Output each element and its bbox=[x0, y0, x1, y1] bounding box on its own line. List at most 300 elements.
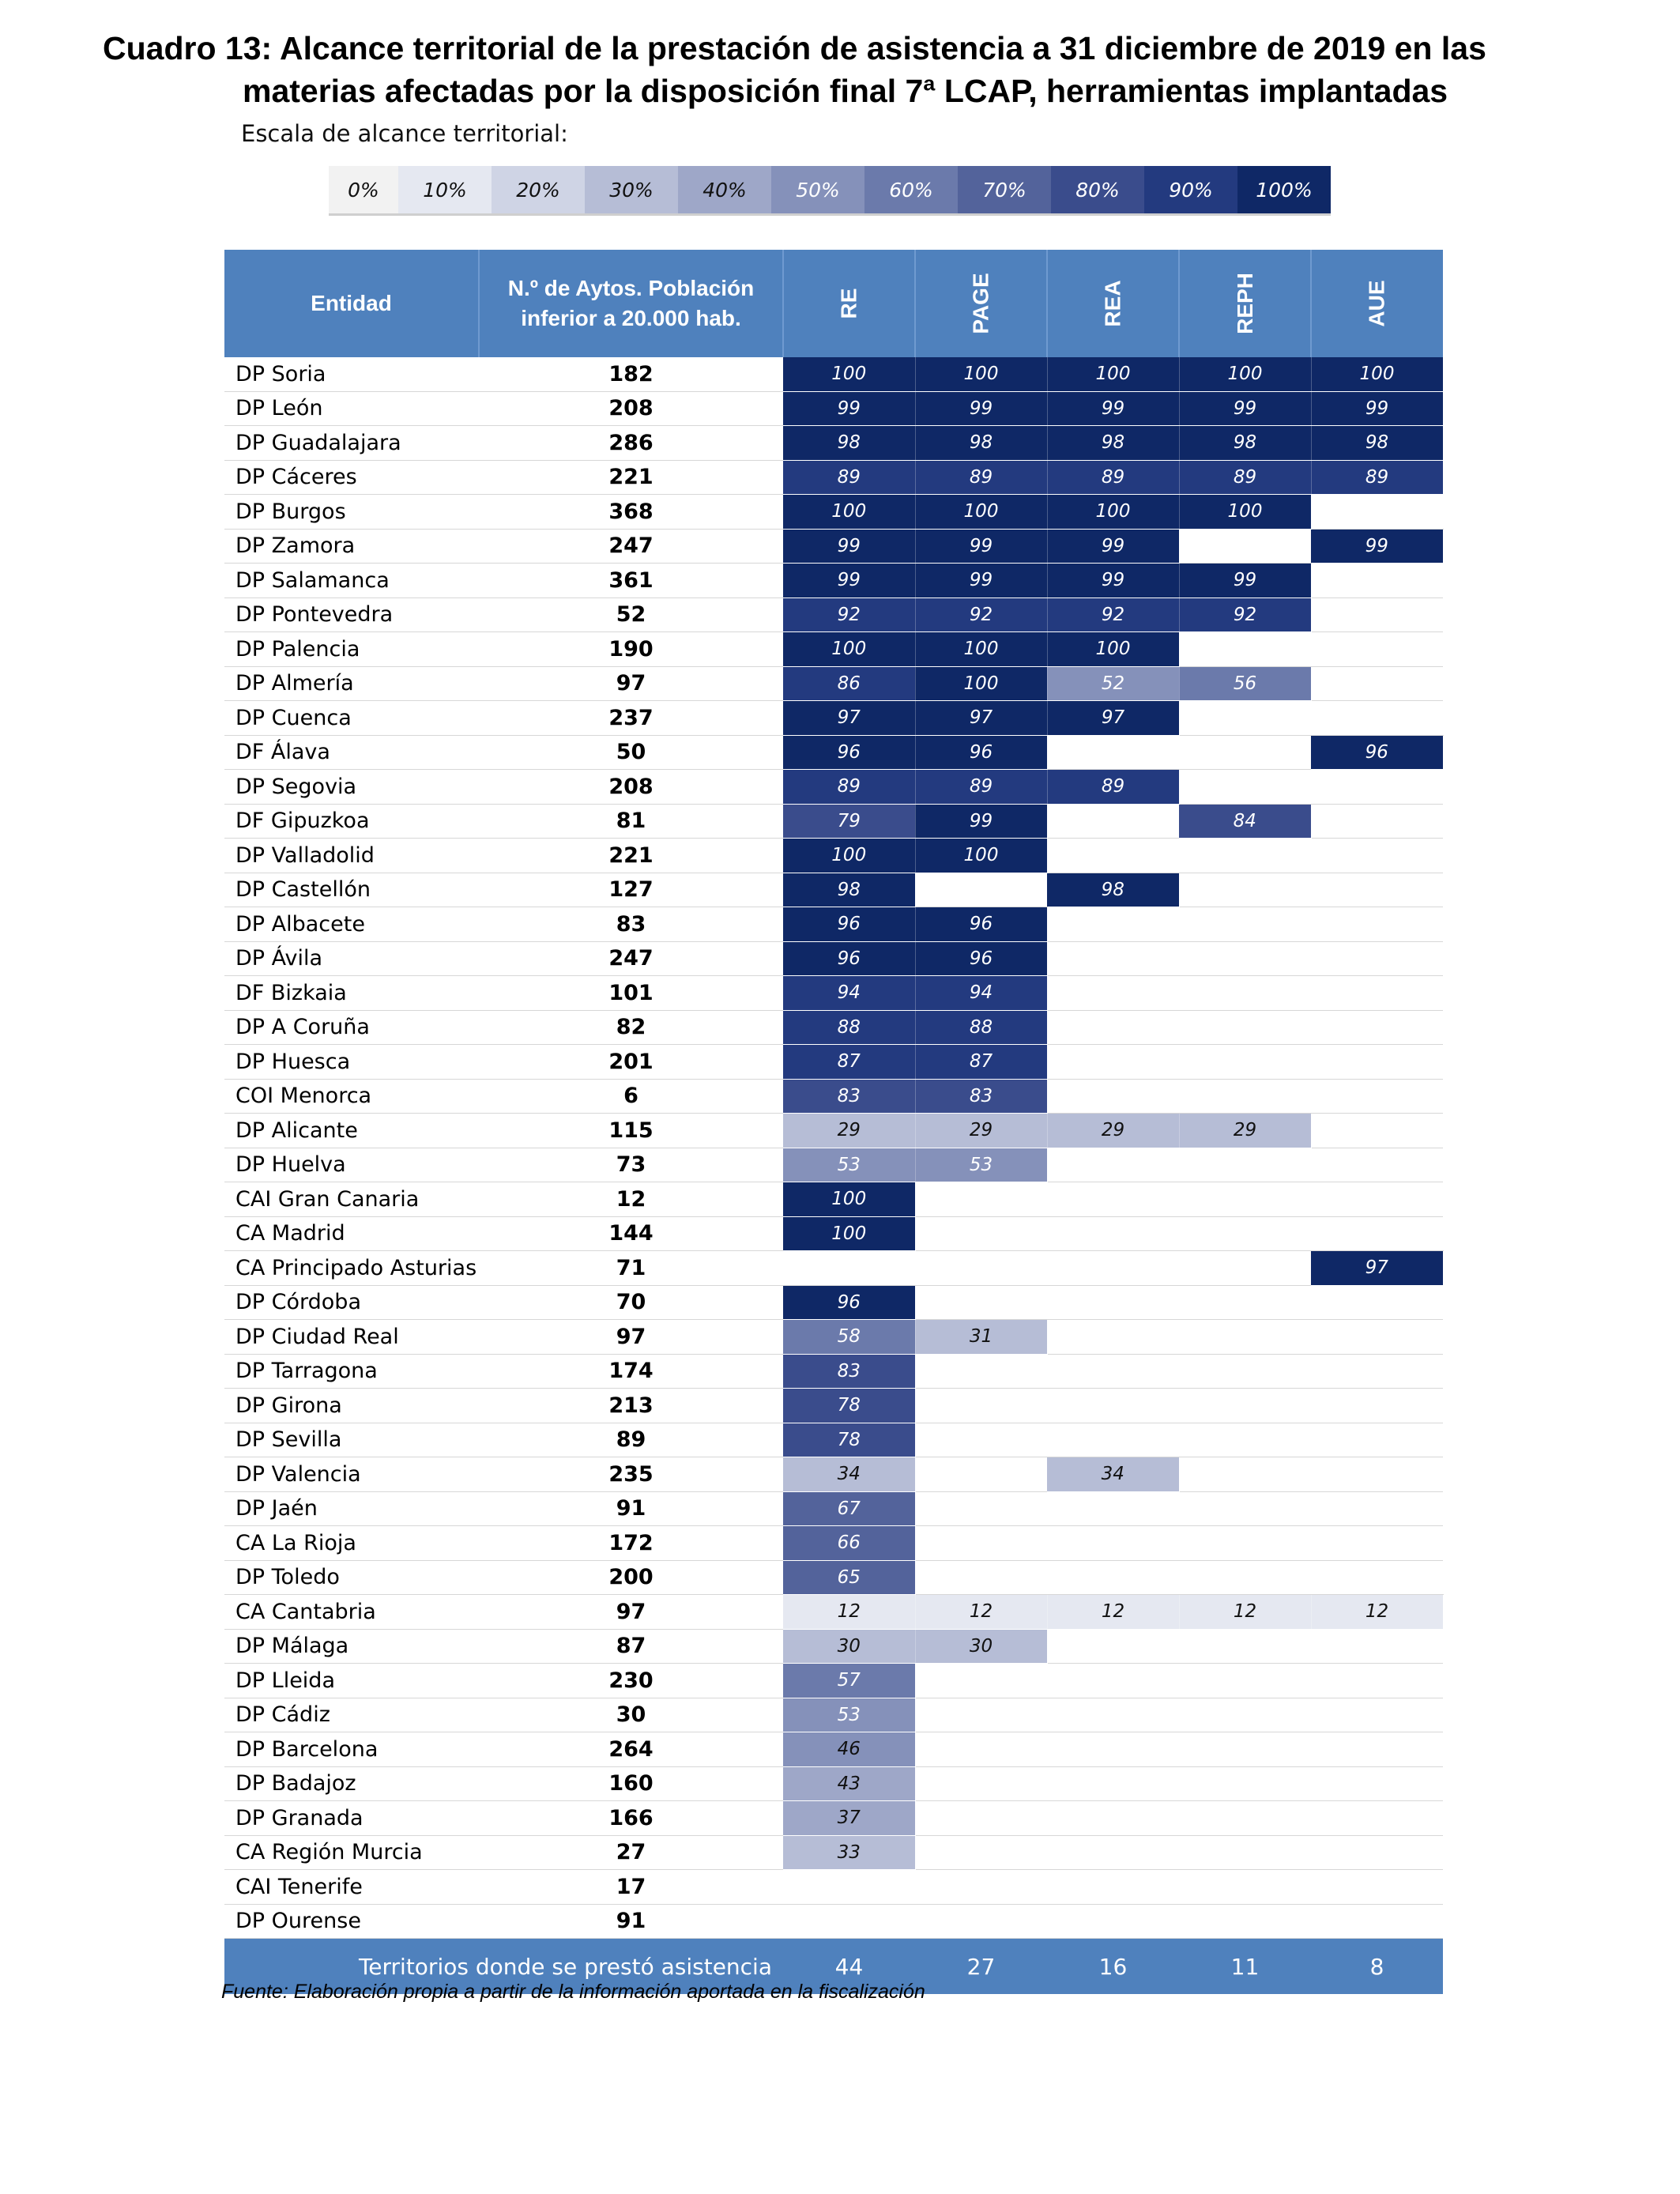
cell-value bbox=[915, 1251, 1047, 1286]
cell-value bbox=[1311, 839, 1443, 873]
cell-value bbox=[1179, 1148, 1311, 1182]
cell-value bbox=[1179, 1354, 1311, 1389]
cell-value: 100 bbox=[915, 632, 1047, 667]
cell-value bbox=[915, 1354, 1047, 1389]
table-row bbox=[224, 1595, 1443, 1630]
table-row bbox=[224, 1766, 1443, 1801]
scale-label: Escala de alcance territorial: bbox=[241, 120, 568, 147]
cell-value: 37 bbox=[783, 1801, 915, 1836]
cell-ayts: 221 bbox=[479, 839, 783, 873]
cell-ayts: 97 bbox=[479, 666, 783, 701]
cell-value bbox=[1179, 907, 1311, 942]
table-body bbox=[224, 357, 1443, 1939]
cell-value bbox=[915, 1870, 1047, 1905]
cell-value: 100 bbox=[1047, 357, 1179, 391]
cell-value: 98 bbox=[1179, 426, 1311, 461]
table-row bbox=[224, 1870, 1443, 1905]
cell-value: 65 bbox=[783, 1560, 915, 1595]
cell-value bbox=[1179, 770, 1311, 805]
cell-entity: DP Granada bbox=[224, 1801, 479, 1836]
cell-value bbox=[1311, 941, 1443, 976]
cell-value bbox=[1311, 1698, 1443, 1732]
cell-ayts: 6 bbox=[479, 1079, 783, 1114]
table-row bbox=[224, 564, 1443, 598]
table-row bbox=[224, 666, 1443, 701]
cell-ayts: 208 bbox=[479, 391, 783, 426]
cell-entity: DP Barcelona bbox=[224, 1732, 479, 1767]
table-row bbox=[224, 1010, 1443, 1045]
cell-value bbox=[915, 1216, 1047, 1251]
table-row bbox=[224, 1079, 1443, 1114]
cell-value bbox=[1179, 632, 1311, 667]
table-row bbox=[224, 1491, 1443, 1526]
cell-value bbox=[1179, 1732, 1311, 1767]
cell-value: 89 bbox=[1179, 460, 1311, 495]
cell-ayts: 73 bbox=[479, 1148, 783, 1182]
cell-value bbox=[783, 1904, 915, 1939]
cell-value bbox=[915, 1732, 1047, 1767]
cell-value: 96 bbox=[783, 941, 915, 976]
cell-ayts: 115 bbox=[479, 1114, 783, 1148]
cell-value bbox=[1311, 701, 1443, 736]
coverage-table bbox=[224, 250, 1444, 1994]
table-row bbox=[224, 976, 1443, 1011]
cell-value: 99 bbox=[1311, 391, 1443, 426]
cell-value bbox=[1179, 941, 1311, 976]
cell-value: 56 bbox=[1179, 666, 1311, 701]
cell-value: 100 bbox=[783, 839, 915, 873]
table-row bbox=[224, 1251, 1443, 1286]
cell-value: 100 bbox=[915, 357, 1047, 391]
footer-total-aue: 8 bbox=[1311, 1939, 1443, 1995]
cell-entity: DP Tarragona bbox=[224, 1354, 479, 1389]
cell-value bbox=[1047, 1629, 1179, 1664]
table-row bbox=[224, 1698, 1443, 1732]
cell-value: 97 bbox=[783, 701, 915, 736]
cell-ayts: 208 bbox=[479, 770, 783, 805]
cell-ayts: 182 bbox=[479, 357, 783, 391]
cell-value: 43 bbox=[783, 1766, 915, 1801]
footer-total-rea: 16 bbox=[1047, 1939, 1179, 1995]
cell-value bbox=[1311, 770, 1443, 805]
cell-ayts: 230 bbox=[479, 1664, 783, 1698]
cell-value bbox=[1179, 1491, 1311, 1526]
cell-value: 89 bbox=[783, 460, 915, 495]
cell-entity: DP Valladolid bbox=[224, 839, 479, 873]
cell-value: 78 bbox=[783, 1423, 915, 1457]
cell-entity: DP Ourense bbox=[224, 1904, 479, 1939]
cell-value bbox=[1311, 1526, 1443, 1561]
cell-entity: DP Cuenca bbox=[224, 701, 479, 736]
title-line-2: materias afectadas por la disposición final 7ª LCAP, herramientas implantadas bbox=[243, 73, 1448, 109]
cell-entity: DP Jaén bbox=[224, 1491, 479, 1526]
table-row bbox=[224, 804, 1443, 839]
table-row bbox=[224, 1148, 1443, 1182]
cell-entity: DP Huelva bbox=[224, 1148, 479, 1182]
cell-entity: DP Ávila bbox=[224, 941, 479, 976]
scale-step: 0% bbox=[329, 166, 398, 213]
cell-value bbox=[1179, 976, 1311, 1011]
cell-value bbox=[1047, 1526, 1179, 1561]
cell-value bbox=[1311, 1045, 1443, 1080]
cell-value bbox=[1311, 804, 1443, 839]
table-row bbox=[224, 701, 1443, 736]
cell-value: 96 bbox=[915, 941, 1047, 976]
cell-value bbox=[915, 873, 1047, 907]
cell-value bbox=[1047, 735, 1179, 770]
cell-ayts: 82 bbox=[479, 1010, 783, 1045]
cell-value bbox=[1047, 1182, 1179, 1217]
table-row bbox=[224, 1835, 1443, 1870]
cell-entity: DP Pontevedra bbox=[224, 598, 479, 632]
cell-value bbox=[1179, 1389, 1311, 1423]
cell-entity: DP Alicante bbox=[224, 1114, 479, 1148]
header-ayts-line2: inferior a 20.000 hab. bbox=[521, 306, 741, 330]
cell-value bbox=[1311, 1870, 1443, 1905]
table-row bbox=[224, 1045, 1443, 1080]
cell-ayts: 286 bbox=[479, 426, 783, 461]
cell-ayts: 83 bbox=[479, 907, 783, 942]
cell-ayts: 368 bbox=[479, 495, 783, 530]
cell-value: 100 bbox=[783, 495, 915, 530]
cell-value bbox=[1311, 1182, 1443, 1217]
cell-value bbox=[1047, 1664, 1179, 1698]
cell-value: 100 bbox=[1179, 495, 1311, 530]
cell-value: 89 bbox=[1311, 460, 1443, 495]
cell-value bbox=[1311, 1114, 1443, 1148]
cell-value: 100 bbox=[783, 1182, 915, 1217]
cell-value bbox=[1179, 735, 1311, 770]
header-reph: REPH bbox=[1179, 250, 1311, 357]
cell-entity: DP León bbox=[224, 391, 479, 426]
cell-entity: COI Menorca bbox=[224, 1079, 479, 1114]
cell-ayts: 91 bbox=[479, 1904, 783, 1939]
cell-value: 12 bbox=[1311, 1595, 1443, 1630]
cell-entity: DP Castellón bbox=[224, 873, 479, 907]
cell-ayts: 174 bbox=[479, 1354, 783, 1389]
cell-value: 100 bbox=[1179, 357, 1311, 391]
cell-value: 84 bbox=[1179, 804, 1311, 839]
cell-entity: DP Albacete bbox=[224, 907, 479, 942]
cell-value: 30 bbox=[783, 1629, 915, 1664]
cell-value: 99 bbox=[783, 529, 915, 564]
table-row bbox=[224, 391, 1443, 426]
cell-entity: DP Córdoba bbox=[224, 1285, 479, 1320]
cell-value: 98 bbox=[1311, 426, 1443, 461]
cell-value: 88 bbox=[915, 1010, 1047, 1045]
cell-value bbox=[915, 1698, 1047, 1732]
cell-entity: DP Salamanca bbox=[224, 564, 479, 598]
cell-entity: DP Zamora bbox=[224, 529, 479, 564]
cell-value bbox=[1047, 1801, 1179, 1836]
cell-value: 79 bbox=[783, 804, 915, 839]
cell-value bbox=[1311, 1766, 1443, 1801]
cell-value bbox=[1179, 1526, 1311, 1561]
cell-ayts: 264 bbox=[479, 1732, 783, 1767]
cell-entity: DP Almería bbox=[224, 666, 479, 701]
cell-entity: DF Álava bbox=[224, 735, 479, 770]
cell-value bbox=[1311, 564, 1443, 598]
cell-value: 29 bbox=[915, 1114, 1047, 1148]
cell-value bbox=[1311, 1389, 1443, 1423]
cell-ayts: 30 bbox=[479, 1698, 783, 1732]
footer-total-re: 44 bbox=[783, 1939, 915, 1995]
cell-value: 53 bbox=[783, 1698, 915, 1732]
cell-value: 89 bbox=[1047, 460, 1179, 495]
cell-value bbox=[1311, 907, 1443, 942]
cell-entity: DP Badajoz bbox=[224, 1766, 479, 1801]
cell-entity: DP Sevilla bbox=[224, 1423, 479, 1457]
cell-value: 12 bbox=[783, 1595, 915, 1630]
scale-step: 10% bbox=[398, 166, 492, 213]
cell-value bbox=[1047, 839, 1179, 873]
cell-value bbox=[1047, 1389, 1179, 1423]
cell-value: 12 bbox=[1179, 1595, 1311, 1630]
cell-value: 99 bbox=[915, 804, 1047, 839]
cell-value bbox=[1179, 1423, 1311, 1457]
scale-step: 100% bbox=[1237, 166, 1331, 213]
cell-value bbox=[1179, 1698, 1311, 1732]
cell-value: 100 bbox=[783, 1216, 915, 1251]
cell-entity: DP Ciudad Real bbox=[224, 1320, 479, 1355]
cell-ayts: 361 bbox=[479, 564, 783, 598]
cell-value bbox=[1311, 666, 1443, 701]
scale-step: 30% bbox=[585, 166, 678, 213]
cell-ayts: 81 bbox=[479, 804, 783, 839]
cell-value bbox=[1179, 1045, 1311, 1080]
cell-ayts: 160 bbox=[479, 1766, 783, 1801]
cell-value: 96 bbox=[1311, 735, 1443, 770]
cell-value bbox=[1047, 1870, 1179, 1905]
table-row bbox=[224, 1457, 1443, 1492]
cell-value: 96 bbox=[783, 1285, 915, 1320]
cell-ayts: 97 bbox=[479, 1595, 783, 1630]
cell-value bbox=[915, 1457, 1047, 1492]
cell-value bbox=[1311, 1148, 1443, 1182]
cell-ayts: 127 bbox=[479, 873, 783, 907]
cell-value bbox=[1311, 1835, 1443, 1870]
cell-value bbox=[1047, 1560, 1179, 1595]
cell-value bbox=[1311, 1285, 1443, 1320]
cell-value: 87 bbox=[915, 1045, 1047, 1080]
cell-value: 98 bbox=[1047, 873, 1179, 907]
cell-value bbox=[1311, 1354, 1443, 1389]
cell-value bbox=[1311, 1216, 1443, 1251]
table-row bbox=[224, 1629, 1443, 1664]
cell-value bbox=[1311, 1320, 1443, 1355]
cell-value bbox=[1311, 598, 1443, 632]
cell-entity: CAI Tenerife bbox=[224, 1870, 479, 1905]
cell-ayts: 172 bbox=[479, 1526, 783, 1561]
cell-value: 92 bbox=[1179, 598, 1311, 632]
cell-ayts: 201 bbox=[479, 1045, 783, 1080]
cell-value: 98 bbox=[783, 873, 915, 907]
cell-value bbox=[1047, 1423, 1179, 1457]
table-row bbox=[224, 735, 1443, 770]
table-row bbox=[224, 1664, 1443, 1698]
table-row bbox=[224, 1182, 1443, 1217]
cell-value: 89 bbox=[915, 770, 1047, 805]
cell-ayts: 50 bbox=[479, 735, 783, 770]
cell-value: 99 bbox=[915, 564, 1047, 598]
cell-ayts: 247 bbox=[479, 529, 783, 564]
cell-entity: DP Segovia bbox=[224, 770, 479, 805]
header-ayts bbox=[479, 250, 783, 357]
cell-value bbox=[1179, 1664, 1311, 1698]
scale-legend bbox=[329, 166, 1331, 216]
cell-value bbox=[1179, 701, 1311, 736]
cell-entity: DP A Coruña bbox=[224, 1010, 479, 1045]
table-row bbox=[224, 1423, 1443, 1457]
cell-ayts: 101 bbox=[479, 976, 783, 1011]
table-header-row bbox=[224, 250, 1443, 357]
cell-ayts: 71 bbox=[479, 1251, 783, 1286]
cell-value: 100 bbox=[1047, 632, 1179, 667]
scale-step: 50% bbox=[771, 166, 864, 213]
cell-value bbox=[1311, 1491, 1443, 1526]
cell-value: 99 bbox=[1047, 391, 1179, 426]
cell-entity: DP Valencia bbox=[224, 1457, 479, 1492]
cell-value bbox=[783, 1251, 915, 1286]
cell-value: 53 bbox=[783, 1148, 915, 1182]
cell-value bbox=[1179, 1629, 1311, 1664]
cell-entity: DP Toledo bbox=[224, 1560, 479, 1595]
cell-value: 92 bbox=[1047, 598, 1179, 632]
cell-value: 83 bbox=[783, 1079, 915, 1114]
cell-entity: CA Madrid bbox=[224, 1216, 479, 1251]
cell-value bbox=[1311, 1801, 1443, 1836]
cell-ayts: 235 bbox=[479, 1457, 783, 1492]
cell-value bbox=[1179, 1457, 1311, 1492]
cell-value: 97 bbox=[1047, 701, 1179, 736]
cell-value: 98 bbox=[915, 426, 1047, 461]
cell-value: 83 bbox=[915, 1079, 1047, 1114]
table-row bbox=[224, 632, 1443, 667]
cell-value bbox=[1047, 1835, 1179, 1870]
cell-value bbox=[1047, 1285, 1179, 1320]
table-row bbox=[224, 598, 1443, 632]
scale-step: 90% bbox=[1144, 166, 1237, 213]
cell-entity: DP Lleida bbox=[224, 1664, 479, 1698]
cell-value bbox=[1179, 839, 1311, 873]
table-row bbox=[224, 770, 1443, 805]
cell-ayts: 237 bbox=[479, 701, 783, 736]
cell-value: 78 bbox=[783, 1389, 915, 1423]
cell-value: 31 bbox=[915, 1320, 1047, 1355]
cell-value: 99 bbox=[1047, 529, 1179, 564]
cell-entity: DP Girona bbox=[224, 1389, 479, 1423]
cell-value bbox=[1047, 1320, 1179, 1355]
cell-value bbox=[915, 1835, 1047, 1870]
cell-ayts: 200 bbox=[479, 1560, 783, 1595]
cell-value bbox=[1047, 1079, 1179, 1114]
cell-value bbox=[1047, 1216, 1179, 1251]
cell-value bbox=[915, 1491, 1047, 1526]
table-row bbox=[224, 907, 1443, 942]
cell-value: 97 bbox=[1311, 1251, 1443, 1286]
cell-value bbox=[915, 1664, 1047, 1698]
cell-ayts: 213 bbox=[479, 1389, 783, 1423]
cell-value bbox=[1047, 1698, 1179, 1732]
cell-value: 100 bbox=[783, 632, 915, 667]
cell-value: 99 bbox=[1179, 391, 1311, 426]
cell-value: 83 bbox=[783, 1354, 915, 1389]
cell-ayts: 91 bbox=[479, 1491, 783, 1526]
cell-value bbox=[1047, 1148, 1179, 1182]
cell-value bbox=[1179, 1182, 1311, 1217]
cell-entity: DP Palencia bbox=[224, 632, 479, 667]
cell-value: 100 bbox=[1311, 357, 1443, 391]
cell-ayts: 27 bbox=[479, 1835, 783, 1870]
cell-value: 12 bbox=[915, 1595, 1047, 1630]
cell-value bbox=[1047, 1491, 1179, 1526]
cell-value: 29 bbox=[1179, 1114, 1311, 1148]
cell-value: 99 bbox=[783, 564, 915, 598]
cell-entity: DP Cáceres bbox=[224, 460, 479, 495]
cell-entity: DP Burgos bbox=[224, 495, 479, 530]
cell-value: 99 bbox=[915, 391, 1047, 426]
cell-value: 94 bbox=[783, 976, 915, 1011]
cell-value bbox=[915, 1801, 1047, 1836]
cell-value bbox=[1179, 1766, 1311, 1801]
cell-entity: DF Gipuzkoa bbox=[224, 804, 479, 839]
cell-ayts: 190 bbox=[479, 632, 783, 667]
cell-value bbox=[915, 1560, 1047, 1595]
cell-value bbox=[1311, 1423, 1443, 1457]
cell-value bbox=[915, 1285, 1047, 1320]
cell-value bbox=[915, 1766, 1047, 1801]
cell-entity: CA Cantabria bbox=[224, 1595, 479, 1630]
cell-value bbox=[1179, 1285, 1311, 1320]
cell-value bbox=[1311, 1010, 1443, 1045]
table-row bbox=[224, 426, 1443, 461]
table-row bbox=[224, 1801, 1443, 1836]
cell-value bbox=[1047, 1251, 1179, 1286]
header-page: PAGE bbox=[915, 250, 1047, 357]
table-row bbox=[224, 873, 1443, 907]
cell-ayts: 221 bbox=[479, 460, 783, 495]
cell-value bbox=[1311, 1732, 1443, 1767]
cell-ayts: 87 bbox=[479, 1629, 783, 1664]
table-row bbox=[224, 1904, 1443, 1939]
cell-value: 89 bbox=[915, 460, 1047, 495]
cell-value: 96 bbox=[915, 907, 1047, 942]
cell-ayts: 97 bbox=[479, 1320, 783, 1355]
cell-value bbox=[1311, 1560, 1443, 1595]
cell-ayts: 89 bbox=[479, 1423, 783, 1457]
cell-value bbox=[1311, 1664, 1443, 1698]
cell-value bbox=[1179, 1216, 1311, 1251]
cell-value bbox=[1179, 529, 1311, 564]
cell-value: 30 bbox=[915, 1629, 1047, 1664]
cell-entity: CA Región Murcia bbox=[224, 1835, 479, 1870]
header-re: RE bbox=[783, 250, 915, 357]
source-note: Fuente: Elaboración propia a partir de la información aportada en la fiscalización bbox=[221, 1981, 925, 2003]
cell-value bbox=[1179, 1320, 1311, 1355]
cell-value: 29 bbox=[783, 1114, 915, 1148]
cell-value bbox=[1311, 1904, 1443, 1939]
cell-value bbox=[1311, 873, 1443, 907]
cell-value: 100 bbox=[1047, 495, 1179, 530]
table-row bbox=[224, 1285, 1443, 1320]
cell-entity: DP Huesca bbox=[224, 1045, 479, 1080]
cell-value: 100 bbox=[915, 839, 1047, 873]
footer-label: Territorios donde se prestó asistencia bbox=[224, 1939, 783, 1995]
cell-entity: DP Málaga bbox=[224, 1629, 479, 1664]
cell-entity: DP Guadalajara bbox=[224, 426, 479, 461]
cell-value bbox=[1047, 1732, 1179, 1767]
cell-entity: DP Soria bbox=[224, 357, 479, 391]
